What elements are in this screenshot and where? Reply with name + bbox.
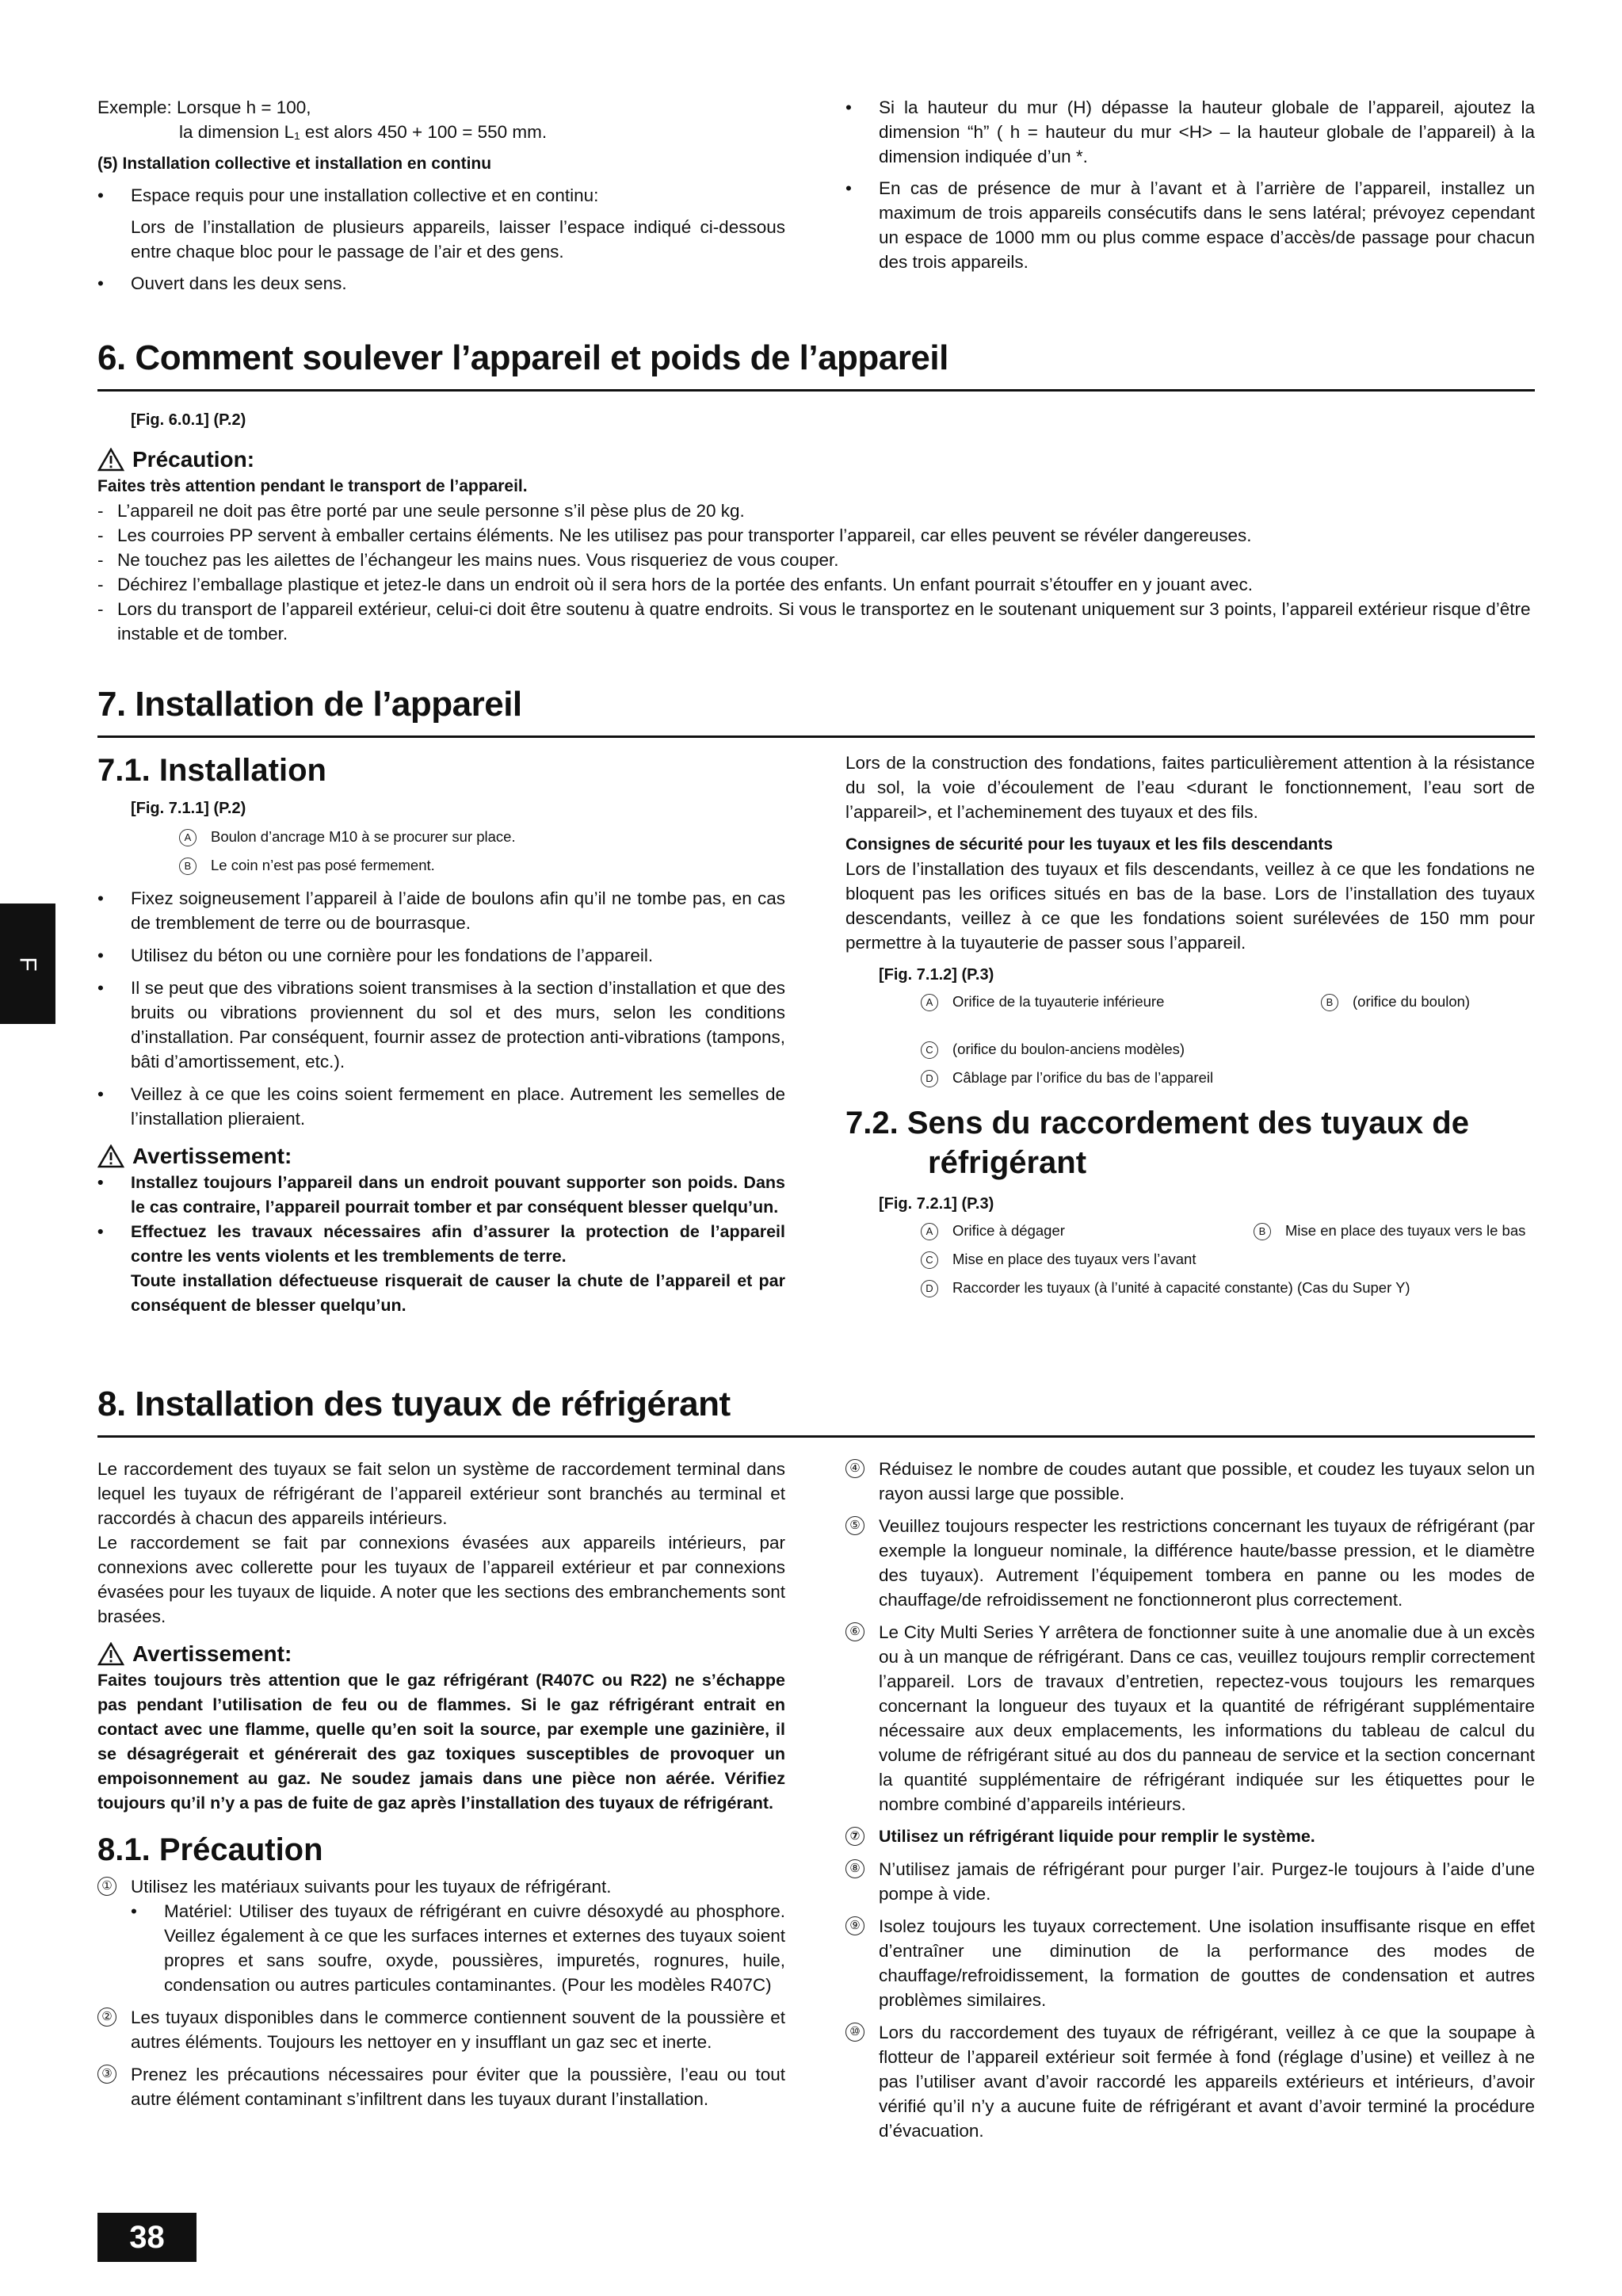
precaution-item: ⑤ Veuillez toujours respecter les restrictions concernant les tuyaux de réfrigérant (par exemple la longueur nominale, la différence haute/basse pression, et le diamètre des tuyaux). Autrement l’équipement tombera en panne ou les modes de chauffage/de refroidissement ne fonctionneront plus correctement.: [845, 1514, 1535, 1612]
warning-extra: Toute installation défectueuse risquerait de causer la chute de l’appareil et par conséquent de blesser quelqu’un.: [131, 1271, 785, 1315]
legend-item: B (orifice du boulon): [1321, 988, 1470, 1016]
section-7-2-title-line-2: réfrigérant: [928, 1145, 1087, 1180]
bullet-open-both: • Ouvert dans les deux sens.: [97, 271, 785, 296]
warning-heading: [97, 1142, 785, 1171]
legend-item: C (orifice du boulon-anciens modèles): [921, 1035, 1535, 1064]
legend-item: A Orifice à dégager: [921, 1222, 1065, 1239]
bullet-wall-height: • Si la hauteur du mur (H) dépasse la hauteur globale de l’appareil, ajoutez la dimension “h” ( h = hauteur du mur <H> – la hauteur globale de l’appareil) à la dimension indiquée d’un *.: [845, 95, 1535, 169]
precaution-item: ⑦ Utilisez un réfrigérant liquide pour remplir le système.: [845, 1824, 1535, 1849]
warning-item: • Installez toujours l’appareil dans un endroit pouvant supporter son poids. Dans le cas contraire, l’appareil pourrait tomber et par conséquent blesser quelqu’un.: [97, 1171, 785, 1220]
legend-item: C Mise en place des tuyaux vers l’avant: [921, 1245, 1535, 1274]
top-left-column: [97, 95, 785, 296]
section-6-title: 6. Comment soulever l’appareil et poids de l’appareil: [97, 337, 1535, 392]
section-8-title: 8. Installation des tuyaux de réfrigérant: [97, 1383, 1535, 1438]
install-bullet: • Veillez à ce que les coins soient fermement en place. Autrement les semelles de l’installation plieraient.: [97, 1082, 785, 1131]
precaution-subitem: • Matériel: Utiliser des tuyaux de réfrigérant en cuivre désoxydé au phosphore. Veillez également à ce que les surfaces internes et externes des tuyaux soient propres et sans soufre, oxyde, poussières, impuretés, rognures, huile, condensation ou autres particules contaminantes. (Pour les modèles R407C): [131, 1899, 785, 1997]
section-7-right-column: [845, 751, 1535, 1302]
subhead-collective: (5) Installation collective et installation en continu: [97, 155, 492, 173]
install-bullet: • Fixez soigneusement l’appareil à l’aide de boulons afin qu’il ne tombe pas, en cas de tremblement de terre ou de bourrasque.: [97, 886, 785, 935]
section-8-right-column: [845, 1457, 1535, 2143]
caution-title: Précaution:: [132, 447, 255, 472]
section-8-left-column: [97, 1457, 785, 2111]
foundation-paragraph: Lors de la construction des fondations, faites particulièrement attention à la résistance du sol, la voie d’écoulement de l’eau <durant le fonctionnement, l’eau sort de l’appareil>, et l’acheminement des tuyaux et des fils.: [845, 753, 1535, 822]
caution-heading: [97, 445, 1535, 474]
fig-7-1-1-ref: [Fig. 7.1.1] (P.2): [131, 800, 246, 817]
bullet-space-text: Lors de l’installation de plusieurs appareils, laisser l’espace indiqué ci-dessous entre chaque bloc pour le passage de l’air et des gens.: [131, 217, 785, 262]
fig-7-2-1-legend: [845, 1217, 1535, 1302]
fig-6-0-1-ref: [Fig. 6.0.1] (P.2): [131, 411, 246, 429]
example-line-1: Exemple: Lorsque h = 100,: [97, 97, 311, 117]
legend-item: B Mise en place des tuyaux vers le bas: [1254, 1217, 1525, 1245]
safety-heading: Consignes de sécurité pour les tuyaux et les fils descendants: [845, 835, 1334, 854]
precaution-item: ① Utilisez les matériaux suivants pour les tuyaux de réfrigérant.: [97, 1874, 785, 1899]
language-tab: F: [0, 904, 55, 1024]
precaution-item: ② Les tuyaux disponibles dans le commerce contiennent souvent de la poussière et autres éléments. Toujours les nettoyer en y insufflant un gaz sec et inerte.: [97, 2005, 785, 2054]
legend-item: D Câblage par l’orifice du bas de l’appareil: [921, 1064, 1535, 1092]
caution-item: - Les courroies PP servent à emballer certains éléments. Ne les utilisez pas pour transporter l’appareil, car elles peuvent se révéler dangereuses.: [97, 523, 1535, 548]
section-7-left-column: [97, 751, 785, 1318]
gas-warning-text: Faites toujours très attention que le gaz réfrigérant (R407C ou R22) ne s’échappe pas pendant l’utilisation de feu ou de flammes. Si le gaz réfrigérant entrait en contact avec une flamme, quelle qu’en soit la source, par exemple une gazinière, il se désagrégerait et générerait des gaz toxiques susceptibles de provoquer un empoisonnement au gaz. Ne soudez jamais dans une pièce non aérée. Vérifiez toujours qu’il n’y a pas de fuite de gaz après l’installation des tuyaux de réfrigérant.: [97, 1671, 785, 1813]
fig-7-1-2-ref: [Fig. 7.1.2] (P.3): [879, 966, 994, 984]
section-7-title: 7. Installation de l’appareil: [97, 683, 1535, 738]
safety-text: Lors de l’installation des tuyaux et fils descendants, veillez à ce que les fondations ne bloquent pas les orifices situés en bas de la base. Lors de l’installation des tuyaux descendants, veillez à ce que les fondations soient surélevées de 150 mm pour permettre à la tuyauterie de passer sous l’appareil.: [845, 859, 1535, 953]
precaution-item: ③ Prenez les précautions nécessaires pour éviter que la poussière, l’eau ou tout autre élément contaminant s’infiltrent dans les tuyaux durant l’installation.: [97, 2062, 785, 2111]
section-8-1-title: 8.1. Précaution: [97, 1832, 323, 1867]
fig-7-1-1-legend: [97, 823, 785, 880]
precaution-item: ④ Réduisez le nombre de coudes autant que possible, et coudez les tuyaux selon un rayon aussi large que possible.: [845, 1457, 1535, 1506]
legend-item: B Le coin n’est pas posé fermement.: [179, 851, 785, 880]
warning-triangle-icon: [97, 1642, 124, 1666]
caution-item: - Lors du transport de l’appareil extérieur, celui-ci doit être soutenu à quatre endroits. Si vous le transportez en le soutenant uniquement sur 3 points, l’appareil extérieur risque d’être instable et de tomber.: [97, 597, 1535, 646]
warning-item: • Effectuez les travaux nécessaires afin d’assurer la protection de l’appareil contre les vents violents et les tremblements de terre.: [97, 1220, 785, 1269]
section-8-intro-2: Le raccordement se fait par connexions évasées aux appareils intérieurs, par connexions avec collerette pour les tuyaux de l’appareil extérieur et par connexions évasées pour les tuyaux de liquide. A noter que les sections des embranchements sont brasées.: [97, 1533, 785, 1626]
section-7-1-title: 7.1. Installation: [97, 753, 326, 788]
section-7-2-title-line-1: 7.2. Sens du raccordement des tuyaux de: [845, 1106, 1469, 1140]
section-8-intro-1: Le raccordement des tuyaux se fait selon un système de raccordement terminal dans lequel les tuyaux de réfrigérant de l’appareil extérieur sont branchés au terminal et raccordés à chacun des appareils intérieurs.: [97, 1459, 785, 1528]
legend-item: A Orifice de la tuyauterie inférieure: [921, 993, 1164, 1010]
example-line-2: la dimension L₁ est alors 450 + 100 = 550 mm.: [179, 122, 548, 142]
precaution-item: ⑨ Isolez toujours les tuyaux correctement. Une isolation insuffisante risque en effet d’entraîner une diminution de la performance des modes de chauffage/refroidissement, la formation de gouttes de condensation et autres problèmes similaires.: [845, 1914, 1535, 2012]
caution-item: - Déchirez l’emballage plastique et jetez-le dans un endroit où il sera hors de la portée des enfants. Un enfant pourrait s’étouffer en y jouant avec.: [97, 572, 1535, 597]
warning-title: Avertissement:: [132, 1144, 292, 1168]
legend-row: [921, 1217, 1535, 1245]
bullet-front-back-wall: • En cas de présence de mur à l’avant et à l’arrière de l’appareil, installez un maximum de trois appareils consécutifs dans le sens latéral; prévoyez cependant un espace de 1000 mm ou plus comme espace d’accès/de passage pour chacun des trois appareils.: [845, 176, 1535, 274]
legend-item: A Boulon d’ancrage M10 à se procurer sur place.: [179, 823, 785, 851]
caution-item: - L’appareil ne doit pas être porté par une seule personne s’il pèse plus de 20 kg.: [97, 499, 1535, 523]
fig-7-2-1-ref: [Fig. 7.2.1] (P.3): [879, 1195, 994, 1213]
page-number: 38: [97, 2213, 197, 2262]
precaution-item: ⑩ Lors du raccordement des tuyaux de réfrigérant, veillez à ce que la soupape à flotteur de l’appareil extérieur soit fermée à fond (réglage d’usine) et veillez à ne pas l’utiliser avant d’avoir raccordé les appareils extérieurs et intérieurs, d’avoir vérifié qu’il n’y a aucune fuite de réfrigérant et avant d’avoir terminé la procédure d’évacuation.: [845, 2020, 1535, 2143]
warning-triangle-icon: [97, 448, 124, 472]
legend-row: [921, 988, 1535, 1016]
precaution-item: ⑥ Le City Multi Series Y arrêtera de fonctionner suite à une anomalie due à un excès ou à un manque de réfrigérant. Dans ce cas, veuillez toujours remplir correctement l’appareil. Lors de travaux d’entretien, repectez-vous toujours les remarques concernant la longueur des tuyaux et la quantité de réfrigérant supplémentaire nécessaire aux deux emplacements, les informations du tableau de calcul du volume de réfrigérant situé au dos du panneau de service et la section concernant la quantité supplémentaire de réfrigérant indiquée sur les étiquettes pour le nombre combiné d’appareils intérieurs.: [845, 1620, 1535, 1817]
warning-title: Avertissement:: [132, 1641, 292, 1666]
bullet-space-required: • Espace requis pour une installation collective et en continu:: [97, 183, 785, 208]
warning-triangle-icon: [97, 1144, 124, 1168]
precaution-item: ⑧ N’utilisez jamais de réfrigérant pour purger l’air. Purgez-le toujours à l’aide d’une pompe à vide.: [845, 1857, 1535, 1906]
warning-heading: [97, 1640, 785, 1668]
caution-bold-line: Faites très attention pendant le transport de l’appareil.: [97, 477, 528, 495]
fig-7-1-2-legend: [845, 988, 1535, 1092]
install-bullet: • Il se peut que des vibrations soient transmises à la section d’installation et que des bruits ou vibrations proviennent du sol et des murs, selon les conditions d’installation. Par conséquent, fournir assez de protection anti-vibrations (tampons, bâti d’amortissement, etc.).: [97, 976, 785, 1074]
legend-item: D Raccorder les tuyaux (à l’unité à capacité constante) (Cas du Super Y): [921, 1274, 1535, 1302]
install-bullet: • Utilisez du béton ou une cornière pour les fondations de l’appareil.: [97, 943, 785, 968]
caution-item: - Ne touchez pas les ailettes de l’échangeur les mains nues. Vous risqueriez de vous couper.: [97, 548, 1535, 572]
top-right-column: [845, 95, 1535, 274]
section-6-body: [97, 408, 1535, 646]
